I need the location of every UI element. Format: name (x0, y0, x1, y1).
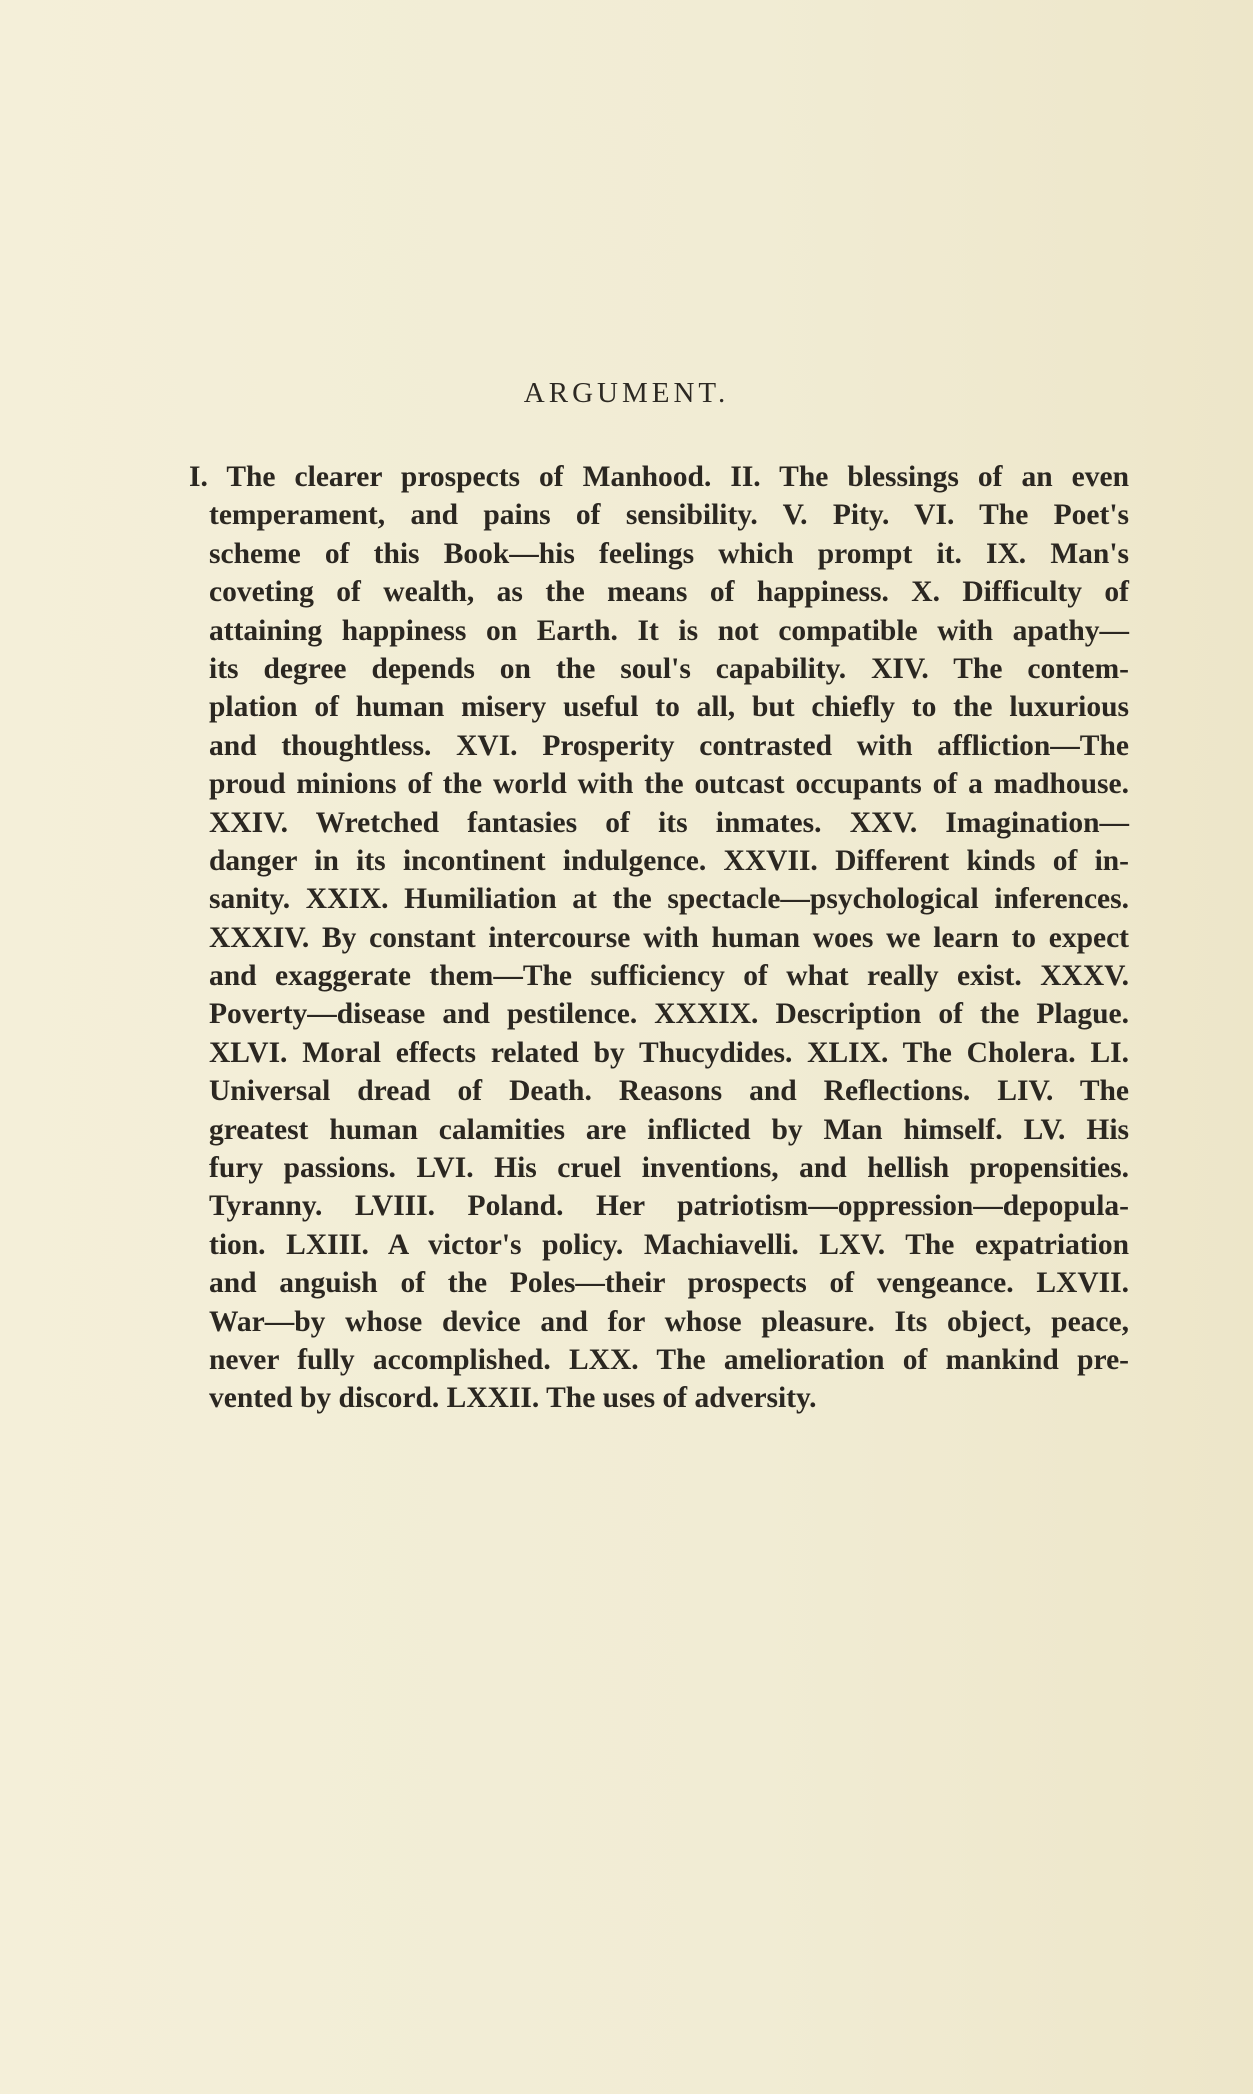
text-line: XLVI. Moral effects related by Thucydides. XLIX. The Cholera. LI. (209, 1036, 1129, 1069)
text-line: and exaggerate them—The sufficiency of what really exist. XXXV. (209, 960, 1129, 993)
text-line: fury passions. LVI. His cruel inventions, and hellish propensities. (209, 1152, 1129, 1185)
text-line: Poverty—disease and pestilence. XXXIX. Description of the Plague. (209, 998, 1129, 1031)
text-line: XXIV. Wretched fantasies of its inmates. XXV. Imagination— (209, 806, 1129, 839)
text-line: coveting of wealth, as the means of happiness. X. Difficulty of (209, 576, 1129, 609)
text-line: Universal dread of Death. Reasons and Reflections. LIV. The (209, 1075, 1129, 1108)
text-line: attaining happiness on Earth. It is not compatible with apathy— (209, 614, 1129, 647)
text-line: and anguish of the Poles—their prospects of vengeance. LXVII. (209, 1267, 1129, 1300)
text-line: greatest human calamities are inflicted by Man himself. LV. His (209, 1113, 1129, 1146)
text-line: scheme of this Book—his feelings which prompt it. IX. Man's (209, 537, 1129, 570)
text-line: and thoughtless. XVI. Prosperity contrasted with affliction—The (209, 729, 1129, 762)
text-line: danger in its incontinent indulgence. XXVII. Different kinds of in- (209, 844, 1129, 877)
text-line: vented by discord. LXXII. The uses of adversity. (209, 1382, 817, 1415)
text-line: proud minions of the world with the outcast occupants of a madhouse. (209, 768, 1129, 801)
text-line: Tyranny. LVIII. Poland. Her patriotism—oppression—depopula- (209, 1190, 1129, 1223)
text-line: temperament, and pains of sensibility. V. Pity. VI. The Poet's (209, 499, 1129, 532)
text-line: plation of human misery useful to all, but chiefly to the luxurious (209, 691, 1129, 724)
text-line: sanity. XXIX. Humiliation at the spectacle—psychological inferences. (209, 883, 1129, 916)
text-line: never fully accomplished. LXX. The amelioration of mankind pre- (209, 1343, 1129, 1376)
text-line: tion. LXIII. A victor's policy. Machiavelli. LXV. The expatriation (209, 1228, 1129, 1261)
text-line: I. The clearer prospects of Manhood. II. The blessings of an even (189, 461, 1129, 493)
page-heading: ARGUMENT. (523, 377, 730, 409)
text-line: its degree depends on the soul's capability. XIV. The contem- (209, 652, 1129, 685)
argument-paragraph (189, 458, 1129, 1418)
text-line: XXXIV. By constant intercourse with human woes we learn to expect (209, 921, 1129, 954)
text-line: War—by whose device and for whose pleasure. Its object, peace, (209, 1305, 1129, 1338)
